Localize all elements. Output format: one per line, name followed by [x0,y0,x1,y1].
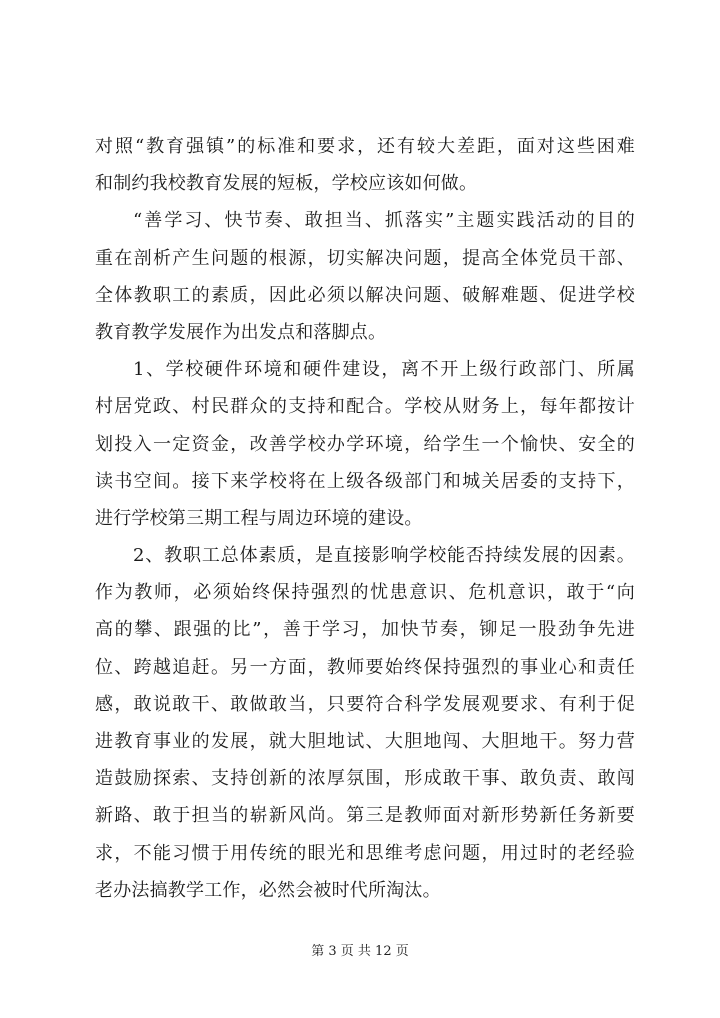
text-line: 高的攀、跟强的比”，善于学习，加快节奏，铆足一股劲争先进 [95,619,635,641]
paragraph [95,537,635,909]
text-line: 求，不能习惯于用传统的眼光和思维考虑问题，用过时的老经验 [95,842,635,864]
text-line: 2、教职工总体素质，是直接影响学校能否持续发展的因素。 [133,545,635,567]
page-number: 第 3 页 共 12 页 [311,944,409,959]
text-line: 老办法搞教学工作，必然会被时代所淘汰。 [95,879,441,901]
text-line: “善学习、快节奏、敢担当、抓落实”主题实践活动的目的 [133,210,635,232]
text-line: 作为教师，必须始终保持强烈的忧患意识、危机意识，敢于“向 [95,582,635,604]
text-line: 重在剖析产生问题的根源，切实解决问题，提高全体党员干部、 [95,247,635,269]
text-line: 和制约我校教育发展的短板，学校应该如何做。 [95,173,478,195]
page-footer [0,940,720,959]
text-line: 教育教学发展作为出发点和落脚点。 [95,321,387,343]
body-text [95,128,635,909]
text-line: 1、学校硬件环境和硬件建设，离不开上级行政部门、所属 [133,359,635,381]
text-line: 进行学校第三期工程与周边环境的建设。 [95,507,423,529]
text-line: 新路、敢于担当的崭新风尚。第三是教师面对新形势新任务新要 [95,805,635,827]
paragraph [95,202,635,351]
text-line: 读书空间。接下来学校将在上级各级部门和城关居委的支持下， [95,470,635,492]
text-line: 进教育事业的发展，就大胆地试、大胆地闯、大胆地干。努力营 [95,731,635,752]
text-line: 位、跨越追赶。另一方面，教师要始终保持强烈的事业心和责任 [95,656,635,678]
text-line: 感，敢说敢干、敢做敢当，只要符合科学发展观要求、有利于促 [95,693,635,715]
paragraph [95,351,635,537]
paragraph [95,128,635,202]
text-line: 全体教职工的素质，因此必须以解决问题、破解难题、促进学校 [95,284,635,306]
text-line: 村居党政、村民群众的支持和配合。学校从财务上，每年都按计 [95,396,635,418]
text-line: 划投入一定资金，改善学校办学环境，给学生一个愉快、安全的 [95,433,635,455]
text-line: 造鼓励探索、支持创新的浓厚氛围，形成敢干事、敢负责、敢闯 [95,768,635,790]
text-line: 对照“教育强镇”的标准和要求，还有较大差距，面对这些困难 [95,136,635,157]
